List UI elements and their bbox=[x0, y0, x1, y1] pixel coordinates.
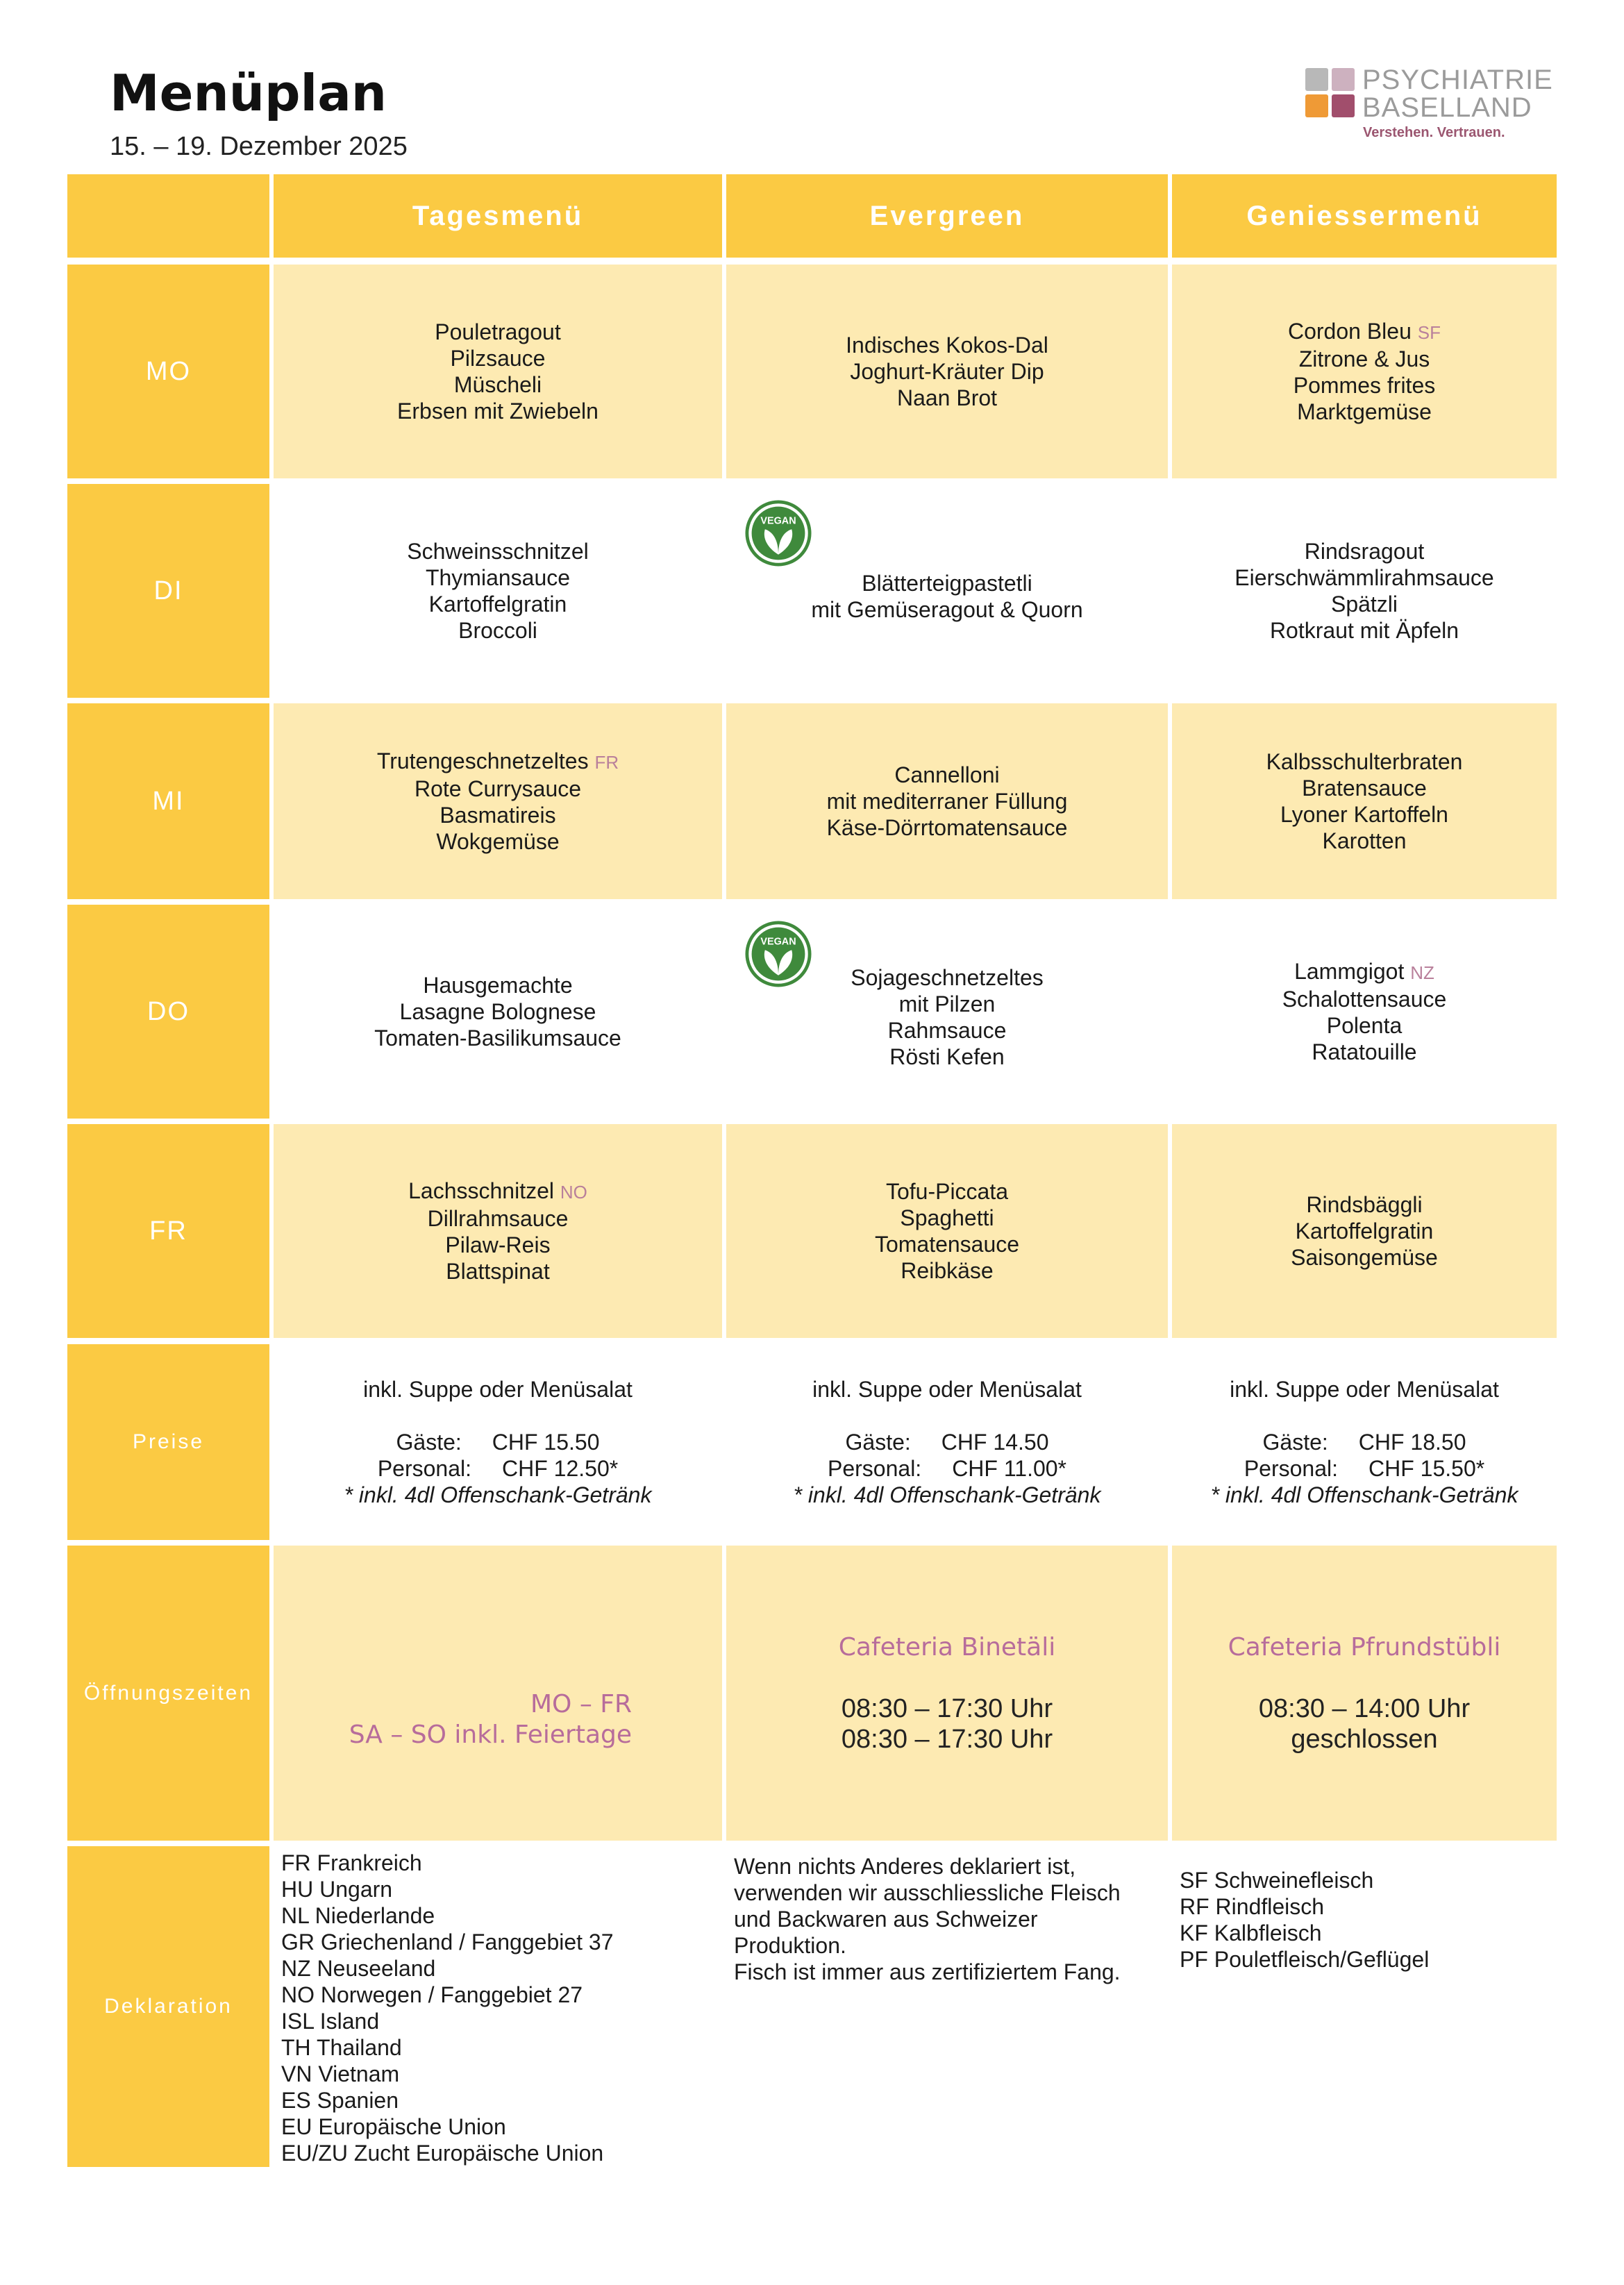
column-header-tagesmenu: Tagesmenü bbox=[274, 174, 722, 258]
origin-item: FR Frankreich bbox=[281, 1850, 422, 1875]
staff-price: CHF 11.00* bbox=[952, 1456, 1066, 1481]
menu-cell bbox=[1172, 265, 1557, 478]
vegan-badge-label: VEGAN bbox=[760, 515, 796, 527]
dish-line bbox=[400, 998, 596, 1025]
dish-text: Eierschwämmlirahmsauce bbox=[1234, 565, 1494, 590]
vegan-badge-label: VEGAN bbox=[760, 936, 796, 948]
origin-item: EU Europäische Union bbox=[281, 2114, 506, 2139]
row-label-day: FR bbox=[67, 1124, 269, 1338]
psychiatrie-baselland-logo bbox=[1305, 66, 1555, 142]
origin-item: NZ Neuseeland bbox=[281, 1956, 436, 1981]
dish-line bbox=[446, 1258, 549, 1284]
dish-text: Schweinsschnitzel bbox=[407, 539, 589, 564]
dish-line bbox=[428, 1205, 569, 1232]
menu-cell bbox=[1172, 905, 1557, 1119]
dish-text: Wokgemüse bbox=[436, 829, 560, 854]
dish-line bbox=[875, 1231, 1019, 1257]
dish-text: Lammgigot bbox=[1294, 959, 1405, 984]
origin-item: ISL Island bbox=[281, 2009, 380, 2034]
dish-line bbox=[889, 1044, 1004, 1070]
staff-label: Personal: bbox=[1244, 1456, 1338, 1481]
dish-line bbox=[1282, 986, 1447, 1012]
logo-line-2: BASELLAND bbox=[1362, 92, 1532, 123]
menu-cell bbox=[274, 703, 722, 899]
dish-text: Naan Brot bbox=[896, 385, 998, 410]
dish-text: Marktgemüse bbox=[1297, 399, 1432, 424]
cafeteria-hours-weekday: 08:30 – 17:30 Uhr bbox=[841, 1693, 1053, 1723]
dish-line bbox=[377, 748, 619, 776]
row-label-deklaration: Deklaration bbox=[67, 1846, 269, 2167]
notice-line: und Backwaren aus Schweizer bbox=[734, 1907, 1038, 1932]
dish-text: Hausgemachte bbox=[423, 973, 573, 998]
column-header-evergreen: Evergreen bbox=[726, 174, 1168, 258]
menu-cell bbox=[726, 1124, 1168, 1338]
dish-text: Tomaten-Basilikumsauce bbox=[374, 1026, 621, 1051]
dish-line bbox=[423, 972, 572, 998]
dish-line bbox=[454, 371, 542, 398]
dish-text: Thymiansauce bbox=[425, 565, 571, 590]
dish-text: Lasagne Bolognese bbox=[399, 999, 596, 1024]
dish-text: Polenta bbox=[1326, 1013, 1403, 1038]
dish-line bbox=[458, 617, 537, 644]
staff-price-row bbox=[828, 1455, 1066, 1482]
dish-text: Zitrone & Jus bbox=[1298, 346, 1430, 371]
logo-square-rose bbox=[1332, 68, 1355, 91]
dish-text: Lyoner Kartoffeln bbox=[1280, 802, 1448, 827]
dish-line bbox=[1234, 564, 1493, 591]
guest-label: Gäste: bbox=[1262, 1430, 1328, 1455]
menu-cell bbox=[274, 265, 722, 478]
vegan-badge-icon bbox=[745, 500, 812, 567]
dish-line bbox=[1327, 1012, 1403, 1039]
guest-price-row bbox=[846, 1429, 1049, 1455]
origin-item: NL Niederlande bbox=[281, 1903, 435, 1928]
dish-line bbox=[1270, 617, 1459, 644]
notice-line: Produktion. bbox=[734, 1933, 846, 1958]
menu-cell bbox=[274, 905, 722, 1119]
logo-line-1: PSYCHIATRIE bbox=[1362, 65, 1553, 95]
dish-text: Kartoffelgratin bbox=[428, 592, 567, 617]
dish-line bbox=[827, 788, 1068, 814]
origin-item: EU/ZU Zucht Europäische Union bbox=[281, 2141, 604, 2166]
dish-line bbox=[1294, 372, 1435, 399]
dish-line bbox=[897, 385, 997, 411]
logo-square-grey bbox=[1305, 68, 1328, 91]
guest-price-row bbox=[1263, 1429, 1466, 1455]
dish-text: Tomatensauce bbox=[874, 1232, 1020, 1257]
dish-line bbox=[415, 776, 581, 802]
dish-line bbox=[862, 570, 1032, 596]
dish-line bbox=[901, 1257, 993, 1284]
notice-line: Fisch ist immer aus zertifiziertem Fang. bbox=[734, 1959, 1121, 1984]
dish-line bbox=[374, 1025, 621, 1051]
price-note: inkl. Suppe oder Menüsalat bbox=[363, 1377, 633, 1402]
row-label-day: MI bbox=[67, 703, 269, 899]
dish-line bbox=[407, 538, 588, 564]
origin-code: SF bbox=[1417, 322, 1441, 343]
dish-line bbox=[429, 591, 567, 617]
menu-cell bbox=[274, 1124, 722, 1338]
dish-line bbox=[846, 332, 1048, 358]
cafeteria-hours-weekday: 08:30 – 14:00 Uhr bbox=[1258, 1693, 1471, 1723]
dish-text: Rahmsauce bbox=[887, 1018, 1007, 1043]
vegan-badge-icon bbox=[745, 921, 812, 987]
dish-line bbox=[1297, 399, 1432, 425]
page-title: Menüplan bbox=[110, 64, 387, 122]
dish-text: Schalottensauce bbox=[1282, 987, 1447, 1012]
logo-square-orange bbox=[1305, 94, 1328, 117]
dish-line bbox=[435, 319, 560, 345]
guest-price: CHF 18.50 bbox=[1358, 1430, 1466, 1455]
origin-code: NO bbox=[560, 1182, 587, 1203]
dish-line bbox=[827, 814, 1068, 841]
opening-days-weekday: MO – FR bbox=[530, 1689, 632, 1718]
dish-text: Erbsen mit Zwiebeln bbox=[397, 399, 598, 424]
dish-text: Bratensauce bbox=[1302, 776, 1427, 801]
dish-text: Indisches Kokos-Dal bbox=[846, 333, 1048, 358]
staff-label: Personal: bbox=[377, 1456, 471, 1481]
dish-line bbox=[899, 991, 996, 1017]
menu-cell bbox=[1172, 484, 1557, 698]
meat-code-item: PF Pouletfleisch/Geflügel bbox=[1180, 1947, 1430, 1972]
dish-text: Rindsragout bbox=[1304, 539, 1425, 564]
dish-text: Karotten bbox=[1322, 828, 1407, 853]
dish-line bbox=[440, 802, 555, 828]
dish-text: Rindsbäggli bbox=[1306, 1192, 1423, 1217]
dish-line bbox=[1294, 958, 1434, 986]
meat-code-item: RF Rindfleisch bbox=[1180, 1894, 1325, 1919]
cafeteria-hours-weekend: geschlossen bbox=[1291, 1724, 1438, 1754]
dish-text: Cannelloni bbox=[894, 762, 1000, 787]
dish-line bbox=[436, 828, 559, 855]
cafeteria-binetaeli-cell bbox=[726, 1546, 1168, 1841]
dish-line bbox=[426, 564, 570, 591]
dish-text: Blätterteigpastetli bbox=[862, 571, 1032, 596]
dish-line bbox=[1280, 801, 1448, 828]
origin-code: NZ bbox=[1410, 962, 1434, 983]
dish-line bbox=[1266, 748, 1463, 775]
guest-price-row bbox=[396, 1429, 600, 1455]
origin-code: FR bbox=[594, 752, 619, 773]
dish-line bbox=[888, 1017, 1007, 1044]
meat-code-item: SF Schweinefleisch bbox=[1180, 1868, 1374, 1893]
dish-text: Kalbsschulterbraten bbox=[1266, 749, 1463, 774]
dish-text: mit mediterraner Füllung bbox=[826, 789, 1068, 814]
dish-text: Broccoli bbox=[458, 618, 537, 643]
price-cell bbox=[1172, 1344, 1557, 1540]
origin-item: ES Spanien bbox=[281, 2088, 399, 2113]
dish-text: Basmatireis bbox=[440, 803, 556, 828]
dish-text: Lachsschnitzel bbox=[408, 1178, 554, 1203]
dish-text: Pilaw-Reis bbox=[445, 1232, 551, 1257]
price-note: inkl. Suppe oder Menüsalat bbox=[1230, 1377, 1499, 1402]
cafeteria-name: Cafeteria Pfrundstübli bbox=[1228, 1632, 1501, 1662]
declaration-notice bbox=[734, 1853, 1121, 1985]
origin-item: TH Thailand bbox=[281, 2035, 402, 2060]
notice-line: Wenn nichts Anderes deklariert ist, bbox=[734, 1854, 1076, 1879]
staff-price-row bbox=[1244, 1455, 1484, 1482]
price-cell bbox=[274, 1344, 722, 1540]
guest-label: Gäste: bbox=[396, 1430, 462, 1455]
dish-text: Rote Currysauce bbox=[414, 776, 582, 801]
dish-line bbox=[1323, 828, 1407, 854]
dish-line bbox=[451, 345, 546, 371]
dish-line bbox=[1305, 538, 1425, 564]
dish-text: Kartoffelgratin bbox=[1295, 1219, 1434, 1244]
dish-text: Spätzli bbox=[1330, 592, 1398, 617]
date-range: 15. – 19. Dezember 2025 bbox=[110, 132, 408, 161]
notice-line: verwenden wir ausschliessliche Fleisch bbox=[734, 1880, 1121, 1905]
dish-text: Rösti Kefen bbox=[889, 1044, 1005, 1069]
dish-line bbox=[1288, 318, 1441, 346]
meat-code-item: KF Kalbfleisch bbox=[1180, 1920, 1322, 1945]
dish-line bbox=[1291, 1244, 1438, 1271]
guest-label: Gäste: bbox=[845, 1430, 911, 1455]
guest-price: CHF 14.50 bbox=[941, 1430, 1049, 1455]
dish-line bbox=[1302, 775, 1427, 801]
opening-days-cell bbox=[274, 1546, 722, 1841]
price-note: inkl. Suppe oder Menüsalat bbox=[812, 1377, 1082, 1402]
dish-line bbox=[894, 762, 999, 788]
dish-text: Dillrahmsauce bbox=[427, 1206, 569, 1231]
dish-line bbox=[851, 964, 1044, 991]
origin-item: NO Norwegen / Fanggebiet 27 bbox=[281, 1982, 583, 2007]
dish-text: Pommes frites bbox=[1293, 373, 1436, 398]
dish-text: Müscheli bbox=[453, 372, 542, 397]
dish-text: Ratatouille bbox=[1312, 1039, 1417, 1064]
dish-text: Tofu-Piccata bbox=[885, 1179, 1009, 1204]
dish-text: Joghurt-Kräuter Dip bbox=[850, 359, 1044, 384]
origin-item: HU Ungarn bbox=[281, 1877, 393, 1902]
price-footnote: * inkl. 4dl Offenschank-Getränk bbox=[344, 1482, 652, 1507]
origin-item: VN Vietnam bbox=[281, 2061, 400, 2086]
opening-days-weekend: SA – SO inkl. Feiertage bbox=[349, 1720, 632, 1749]
cafeteria-hours-weekend: 08:30 – 17:30 Uhr bbox=[841, 1724, 1053, 1754]
dish-text: Trutengeschnetzeltes bbox=[376, 748, 589, 773]
row-label-day: DI bbox=[67, 484, 269, 698]
dish-text: Sojageschnetzeltes bbox=[851, 965, 1044, 990]
dish-text: Pilzsauce bbox=[450, 346, 546, 371]
staff-price: CHF 12.50* bbox=[502, 1456, 619, 1481]
header-corner bbox=[67, 174, 269, 258]
row-label-day: MO bbox=[67, 265, 269, 478]
row-label-preise: Preise bbox=[67, 1344, 269, 1540]
dish-line bbox=[1296, 1218, 1434, 1244]
column-header-geniessermenu: Geniessermenü bbox=[1172, 174, 1557, 258]
dish-text: Käse-Dörrtomatensauce bbox=[826, 815, 1068, 840]
menu-cell bbox=[726, 703, 1168, 899]
dish-line bbox=[811, 596, 1082, 623]
logo-tagline: Verstehen. Vertrauen. bbox=[1363, 125, 1505, 140]
menu-cell bbox=[274, 484, 722, 698]
dish-line bbox=[900, 1205, 994, 1231]
cafeteria-name: Cafeteria Binetäli bbox=[838, 1632, 1056, 1662]
dish-text: mit Pilzen bbox=[898, 991, 996, 1016]
staff-label: Personal: bbox=[828, 1456, 922, 1481]
cafeteria-pfrundstuebli-cell bbox=[1172, 1546, 1557, 1841]
declaration-meat-codes bbox=[1180, 1867, 1429, 1973]
logo-square-plum bbox=[1332, 94, 1355, 117]
declaration-origin-list bbox=[281, 1850, 614, 2166]
dish-text: Reibkäse bbox=[901, 1258, 994, 1283]
price-footnote: * inkl. 4dl Offenschank-Getränk bbox=[1210, 1482, 1518, 1507]
row-label-day: DO bbox=[67, 905, 269, 1119]
dish-text: Spaghetti bbox=[900, 1205, 994, 1230]
dish-text: Saisongemüse bbox=[1291, 1245, 1438, 1270]
price-cell bbox=[726, 1344, 1168, 1540]
menu-cell bbox=[1172, 1124, 1557, 1338]
guest-price: CHF 15.50 bbox=[492, 1430, 600, 1455]
menu-cell bbox=[1172, 703, 1557, 899]
dish-line bbox=[1299, 346, 1430, 372]
dish-line bbox=[397, 398, 598, 424]
dish-text: Cordon Bleu bbox=[1287, 319, 1412, 344]
dish-line bbox=[445, 1232, 550, 1258]
dish-text: Pouletragout bbox=[435, 319, 561, 344]
dish-line bbox=[850, 358, 1044, 385]
menu-cell bbox=[726, 265, 1168, 478]
dish-line bbox=[886, 1178, 1008, 1205]
dish-text: Blattspinat bbox=[446, 1259, 550, 1284]
dish-line bbox=[1312, 1039, 1416, 1065]
row-label-oeffnungszeiten: Öffnungszeiten bbox=[67, 1546, 269, 1841]
staff-price-row bbox=[378, 1455, 618, 1482]
price-footnote: * inkl. 4dl Offenschank-Getränk bbox=[793, 1482, 1101, 1507]
origin-item: GR Griechenland / Fanggebiet 37 bbox=[281, 1930, 614, 1955]
dish-text: mit Gemüseragout & Quorn bbox=[811, 597, 1083, 622]
dish-line bbox=[1306, 1191, 1422, 1218]
staff-price: CHF 15.50* bbox=[1368, 1456, 1485, 1481]
dish-text: Rotkraut mit Äpfeln bbox=[1269, 618, 1459, 643]
dish-line bbox=[1331, 591, 1398, 617]
dish-line bbox=[408, 1178, 587, 1205]
